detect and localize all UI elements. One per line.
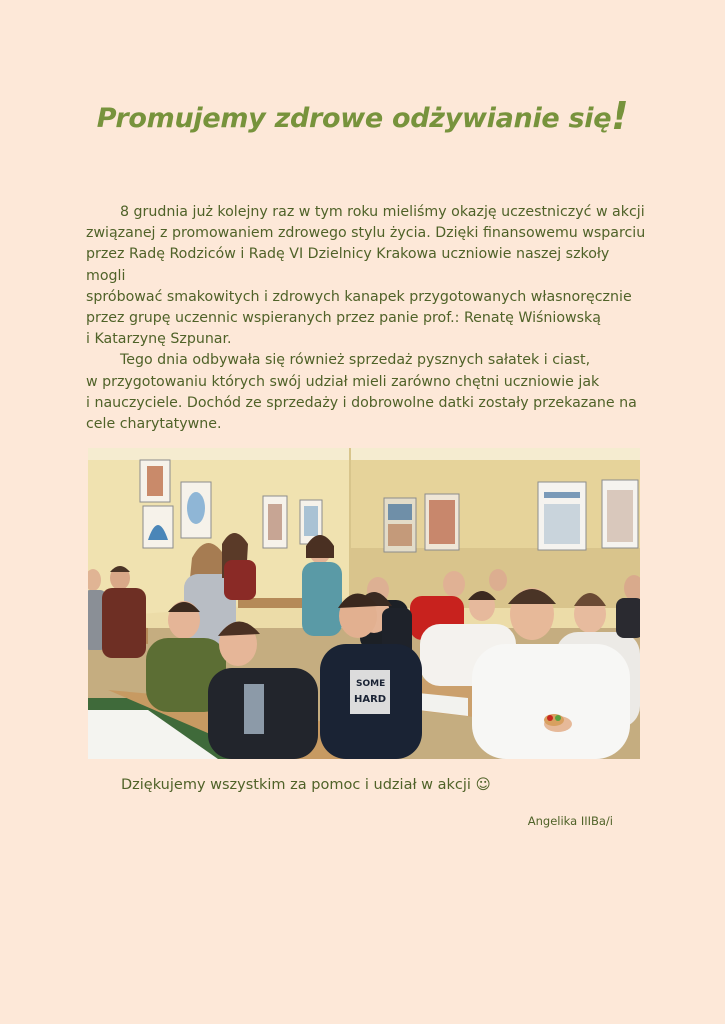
- paragraph-2: [86, 350, 646, 435]
- p1-line5: przez grupę uczennic wspieranych przez panie prof.: Renatę Wiśniowską: [86, 310, 601, 327]
- thanks-note: Dziękujemy wszystkim za pomoc i udział w akcji ☺: [121, 777, 491, 793]
- author-signature: Angelika IIIBa/i: [527, 814, 613, 828]
- p1-line4: spróbować smakowitych i zdrowych kanapek przygotowanych własnoręcznie: [86, 288, 632, 305]
- title-exclamation: !: [611, 94, 629, 138]
- classroom-photo: [88, 448, 640, 759]
- shirt-print-1: SOME: [356, 679, 386, 689]
- p1-line2: związanej z promowaniem zdrowego stylu życia. Dzięki finansowemu wsparciu: [86, 225, 646, 242]
- shirt-print-2: HARD: [354, 694, 387, 705]
- p2-line3: i nauczyciele. Dochód ze sprzedaży i dobrowolne datki zostały przekazane na: [86, 394, 637, 411]
- title-text: Promujemy zdrowe odżywianie się: [96, 103, 612, 134]
- p2-line4: cele charytatywne.: [86, 416, 222, 433]
- page-title: [0, 92, 725, 136]
- p1-line3: przez Radę Rodziców i Radę VI Dzielnicy Krakowa uczniowie naszej szkoły mogli: [86, 246, 610, 284]
- classroom-photo-illustration: [88, 448, 640, 759]
- p2-line2: w przygotowaniu których swój udział mieli zarówno chętni uczniowie jak: [86, 373, 600, 390]
- p1-line1: 8 grudnia już kolejny raz w tym roku mieliśmy okazję uczestniczyć w akcji: [120, 204, 645, 220]
- paragraph-1: [86, 202, 646, 350]
- p2-line1: Tego dnia odbywała się również sprzedaż pysznych sałatek i ciast,: [120, 352, 591, 369]
- p1-line6: i Katarzynę Szpunar.: [86, 331, 232, 348]
- article-body: [86, 202, 646, 435]
